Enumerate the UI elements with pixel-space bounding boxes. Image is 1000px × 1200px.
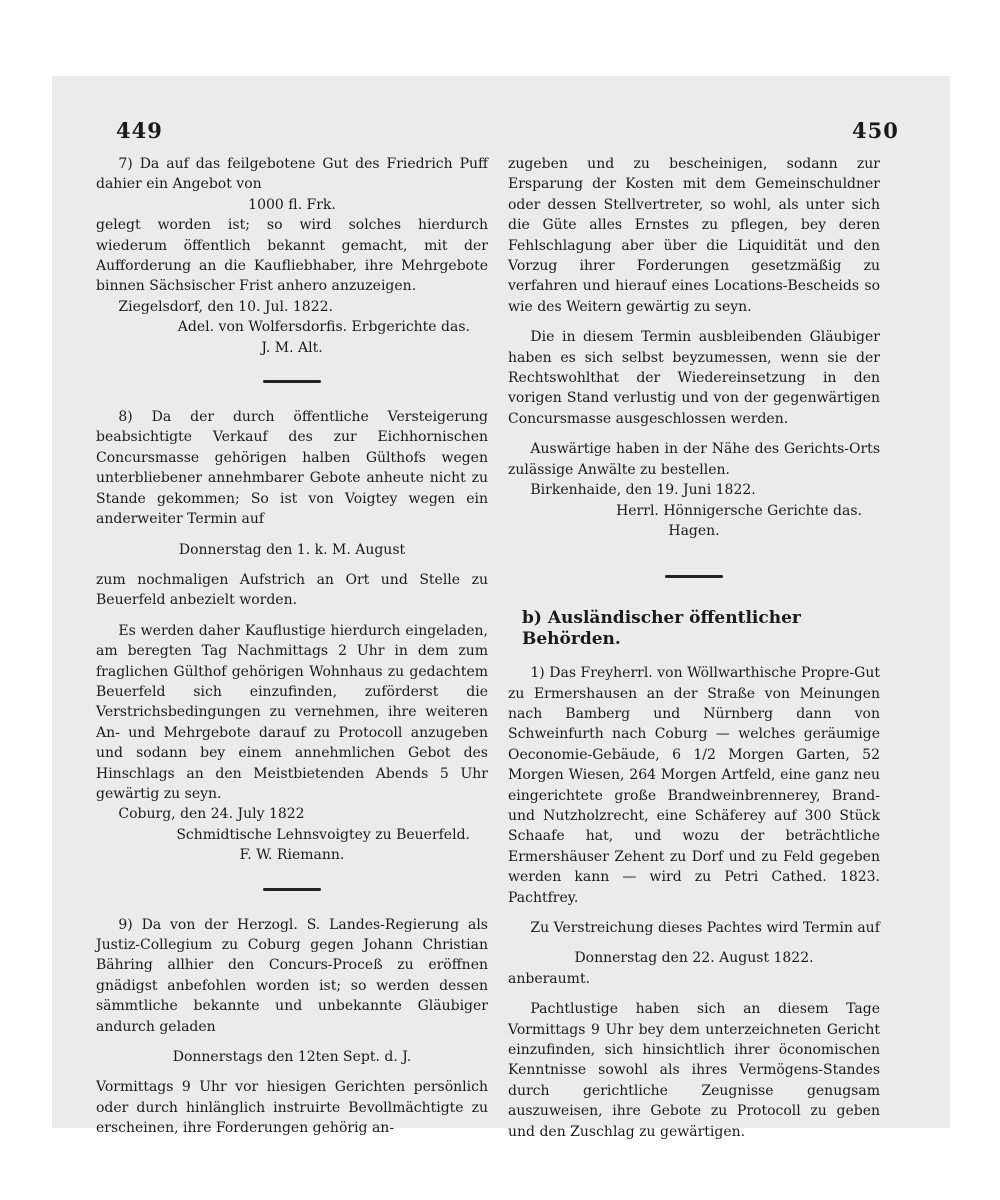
notice-8-date-line: Donnerstag den 1. k. M. August [178, 541, 406, 558]
notice-7-authority: Adel. von Wolfersdorfis. Erbgerichte das. [177, 319, 470, 336]
notice-9-authority: Herrl. Hönnigersche Gerichte das. [616, 502, 862, 519]
notice-9-body: Vormittags 9 Uhr vor hiesigen Gerichten persönlich oder durch hinlänglich instruirte Bevollmächtigte zu erscheinen, ihre Forderungen gehörig an- [96, 1079, 488, 1137]
notice-7-amount: 1000 fl. Frk. [248, 196, 336, 213]
right-column [508, 154, 880, 1142]
notice-1-intro: 1) Das Freyherrl. von Wöllwarthische Propre-Gut zu Ermershausen an der Straße von Meinungen nach Bamberg und Nürnberg dann von Schweinfurth nach Coburg — welches geräumige Oeconomie-Gebäude, 6 1/2 Morgen Garten, 52 Morgen Wiesen, 264 Morgen Artfeld, eine ganz neu eingerichtete große Brandweinbrennerey, Brand- und Nutzholzrecht, eine Schäferey auf 300 Stück Schaafe hat, und wozu der beträchtliche Ermershäuser Zehent zu Dorf und zu Feld gegeben werden kann — wird zu Petri Cathed. 1823. Pachtfrey. [508, 665, 880, 906]
notice-8-signatory: F. W. Riemann. [239, 847, 345, 864]
notice-1-term: Zu Verstreichung dieses Pachtes wird Termin auf [530, 920, 880, 936]
notice-9-continuation: zugeben und zu bescheinigen, sodann zur Ersparung der Kosten mit dem Gemeinschuldner oder dessen Stellvertreter, so wohl, als unter sich die Güte alles Ernstes zu pflegen, bey deren Fehlschlagung aber über die Liquidität und den Vorzug ihrer Forderungen gesetzmäßig zu verfahren und hierauf eines Locations-Bescheids so wie des Weitern gewärtig zu seyn. [508, 156, 880, 315]
notice-9-signatory: Hagen. [668, 522, 720, 539]
left-column [96, 154, 488, 1139]
separator-rule [263, 888, 321, 891]
notice-8-intro: 8) Da der durch öffentliche Versteigerung beabsichtigte Verkauf des zur Eichhornischen Concursmasse gehörigen halben Gülthofs wegen unterbliebener annehmbarer Gebote anheute nicht zu Stande gekommen; So ist von Voigtey wegen ein anderweiter Termin auf [96, 409, 488, 528]
notice-9-date-line: Donnerstags den 12ten Sept. d. J. [172, 1049, 412, 1066]
notice-1-scheduled: anberaumt. [508, 970, 591, 987]
notice-8-place-date: Coburg, den 24. July 1822 [118, 806, 305, 823]
notice-1-date-line: Donnerstag den 22. August 1822. [574, 950, 814, 967]
page-number-left: 449 [116, 118, 163, 143]
notice-9-place-date: Birkenhaide, den 19. Juni 1822. [530, 482, 756, 499]
section-heading: b) Ausländischer öffentlicher Behörden. [522, 608, 801, 649]
separator-rule [665, 575, 723, 578]
notice-7-intro: 7) Da auf das feilgebotene Gut des Friedrich Puff dahier ein Angebot von [96, 156, 488, 193]
notice-8-authority: Schmidtische Lehnsvoigtey zu Beuerfeld. [176, 826, 470, 843]
page-number-right: 450 [852, 118, 899, 143]
notice-9-attorneys: Auswärtige haben in der Nähe des Gerichts-Orts zulässige Anwälte zu bestellen. [508, 441, 880, 478]
notice-9-absentees: Die in diesem Termin ausbleibenden Gläubiger haben es sich selbst beyzumessen, wenn sie der Rechtswohlthat der Wiedereinsetzung in den vorigen Stand verlustig und von der gegenwärtigen Concursmasse ausgeschlossen werden. [508, 329, 880, 427]
notice-7-body: gelegt worden ist; so wird solches hierdurch wiederum öffentlich bekannt gemacht, mit der Aufforderung an die Kaufliebhaber, ihre Mehrgebote binnen Sächsischer Frist anhero anzuzeigen. [96, 217, 488, 295]
notice-7-place-date: Ziegelsdorf, den 10. Jul. 1822. [118, 298, 333, 315]
notice-9-intro: 9) Da von der Herzogl. S. Landes-Regierung als Justiz-Collegium zu Coburg gegen Johann Christian Bähring allhier den Concurs-Proceß zu eröffnen gnädigst anbefohlen worden ist; so werden dessen sämmtliche bekannte und unbekannte Gläubiger andurch geladen [96, 916, 488, 1035]
notice-8-details: Es werden daher Kauflustige hierdurch eingeladen, am beregten Tag Nachmittags 2 Uhr in dem zum fraglichen Gülthof gehörigen Wohnhaus zu gedachtem Beuerfeld sich einzufinden, zuförderst die Verstrichsbedingungen zu vernehmen, ihre weiteren An- und Mehrgebote darauf zu Protocoll anzugeben und sodann bey einem annehmlichen Gebot des Hinschlags an den Meistbietenden Abends 5 Uhr gewärtig zu seyn. [96, 622, 488, 802]
notice-8-body: zum nochmaligen Aufstrich an Ort und Stelle zu Beuerfeld anbezielt worden. [96, 571, 488, 609]
notice-7-signatory: J. M. Alt. [261, 339, 323, 356]
notice-1-details: Pachtlustige haben sich an diesem Tage Vormittags 9 Uhr bey dem unterzeichneten Gericht einzufinden, sich hinsichtlich ihrer öconomischen Kenntnisse sowohl als ihres Vermögens-Standes durch gerichtliche Zeugnisse genugsam auszuweisen, ihre Gebote zu Protocoll zu geben und den Zuschlag zu gewärtigen. [508, 1001, 880, 1140]
separator-rule [263, 380, 321, 383]
